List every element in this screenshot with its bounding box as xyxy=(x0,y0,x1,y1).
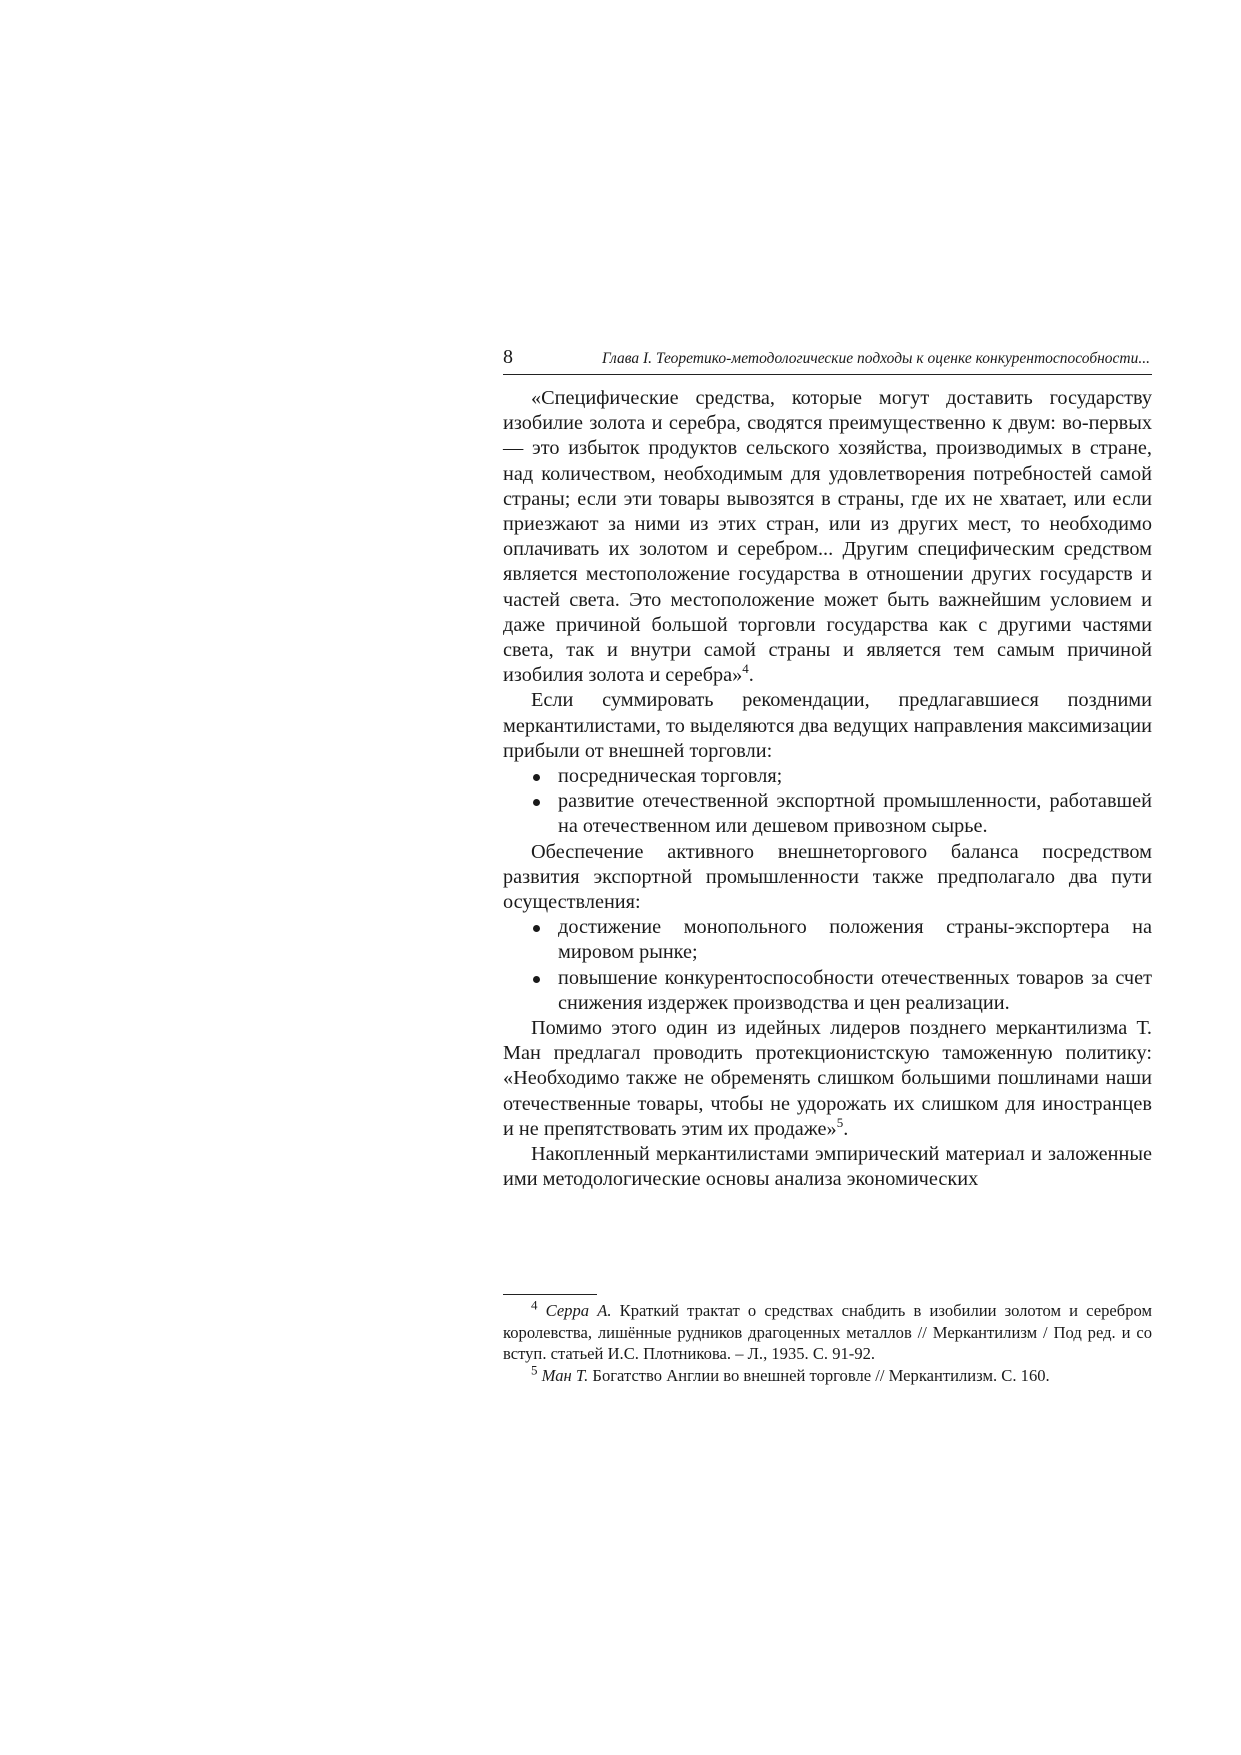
paragraph-balance: Обеспечение активного внешнеторгового баланса посредством развития экспортной промышленности также предполагало два пути осуществления: xyxy=(503,840,1152,914)
list-item: достижение монопольного положения страны-экспортера на мировом рынке; xyxy=(503,915,1152,965)
footnote-divider xyxy=(503,1294,597,1295)
bullet-icon xyxy=(533,925,540,932)
paragraph-conclusion: Накопленный меркантилистами эмпирический материал и заложенные ими методологические основы анализа экономических xyxy=(503,1143,1152,1191)
bullet-list-paths xyxy=(503,915,1152,1016)
page-number: 8 xyxy=(503,346,513,368)
list-item: посредническая торговля; xyxy=(503,764,1152,789)
page-header xyxy=(503,346,1152,375)
bullet-icon xyxy=(533,976,540,983)
bullet-icon xyxy=(533,774,540,781)
paragraph-man: Помимо этого один из идейных лидеров позднего меркантилизма Т. Ман предлагал проводить протекционистскую таможенную политику: «Необходимо также не обременять слишком большими пошлинами наши отечественные товары, чтобы не удорожать их слишком для иностранцев и не препятствовать этим их продаже»$^5$. xyxy=(503,1017,1152,1140)
bullet-icon xyxy=(533,799,540,806)
running-head: Глава I. Теоретико-методологические подходы к оценке конкурентоспособности... xyxy=(602,350,1150,367)
bullet-list-directions xyxy=(503,764,1152,840)
paragraph-recommendations: Если суммировать рекомендации, предлагавшиеся поздними меркантилистами, то выделяются два ведущих направления максимизации прибыли от внешней торговли: xyxy=(503,689,1152,762)
footnote: $^5$ Ман Т. Богатство Англии во внешней торговле // Меркантилизм. С. 160. xyxy=(531,1361,1050,1385)
footnote-ref: 5 xyxy=(836,1115,844,1131)
footnote-ref: 4 xyxy=(742,661,749,677)
paragraph-quote-serra: «Специфические средства, которые могут доставить государству изобилие золота и серебра, сводятся преимущественно к двум: во-первых — это избыток продуктов сельского хозяйства, производимых в стране, над количеством, необходимым для удовлетворения потребностей самой страны; если эти товары вывозятся в страны, где их не хватает, или если приезжают за ними из этих стран, или из других мест, то необходимо оплачивать их золотом и серебром... Другим специфическим средством является местоположение государства в отношении других государств и частей света. Это местоположение может быть важнейшим условием и даже причиной большой торговли государства как с другими частями света, так и внутри самой страны и является тем самым причиной изобилия золота и серебра»$^4$. xyxy=(503,387,1152,687)
list-item: повышение конкурентоспособности отечественных товаров за счет снижения издержек производства и цен реализации. xyxy=(503,966,1152,1016)
footnotes xyxy=(503,1297,1152,1386)
footnote: $^4$ Серра А. Краткий трактат о средствах снабдить в изобилии золотом и серебром королевства, лишённые рудников драгоценных металлов // Меркантилизм / Под ред. и со вступ. статьей И.С. Плотникова. – Л., 1935. С. 91-92. xyxy=(503,1297,1152,1363)
list-item: развитие отечественной экспортной промышленности, работавшей на отечественном или дешевом привозном сырье. xyxy=(503,789,1152,839)
main-text xyxy=(503,386,1152,1193)
